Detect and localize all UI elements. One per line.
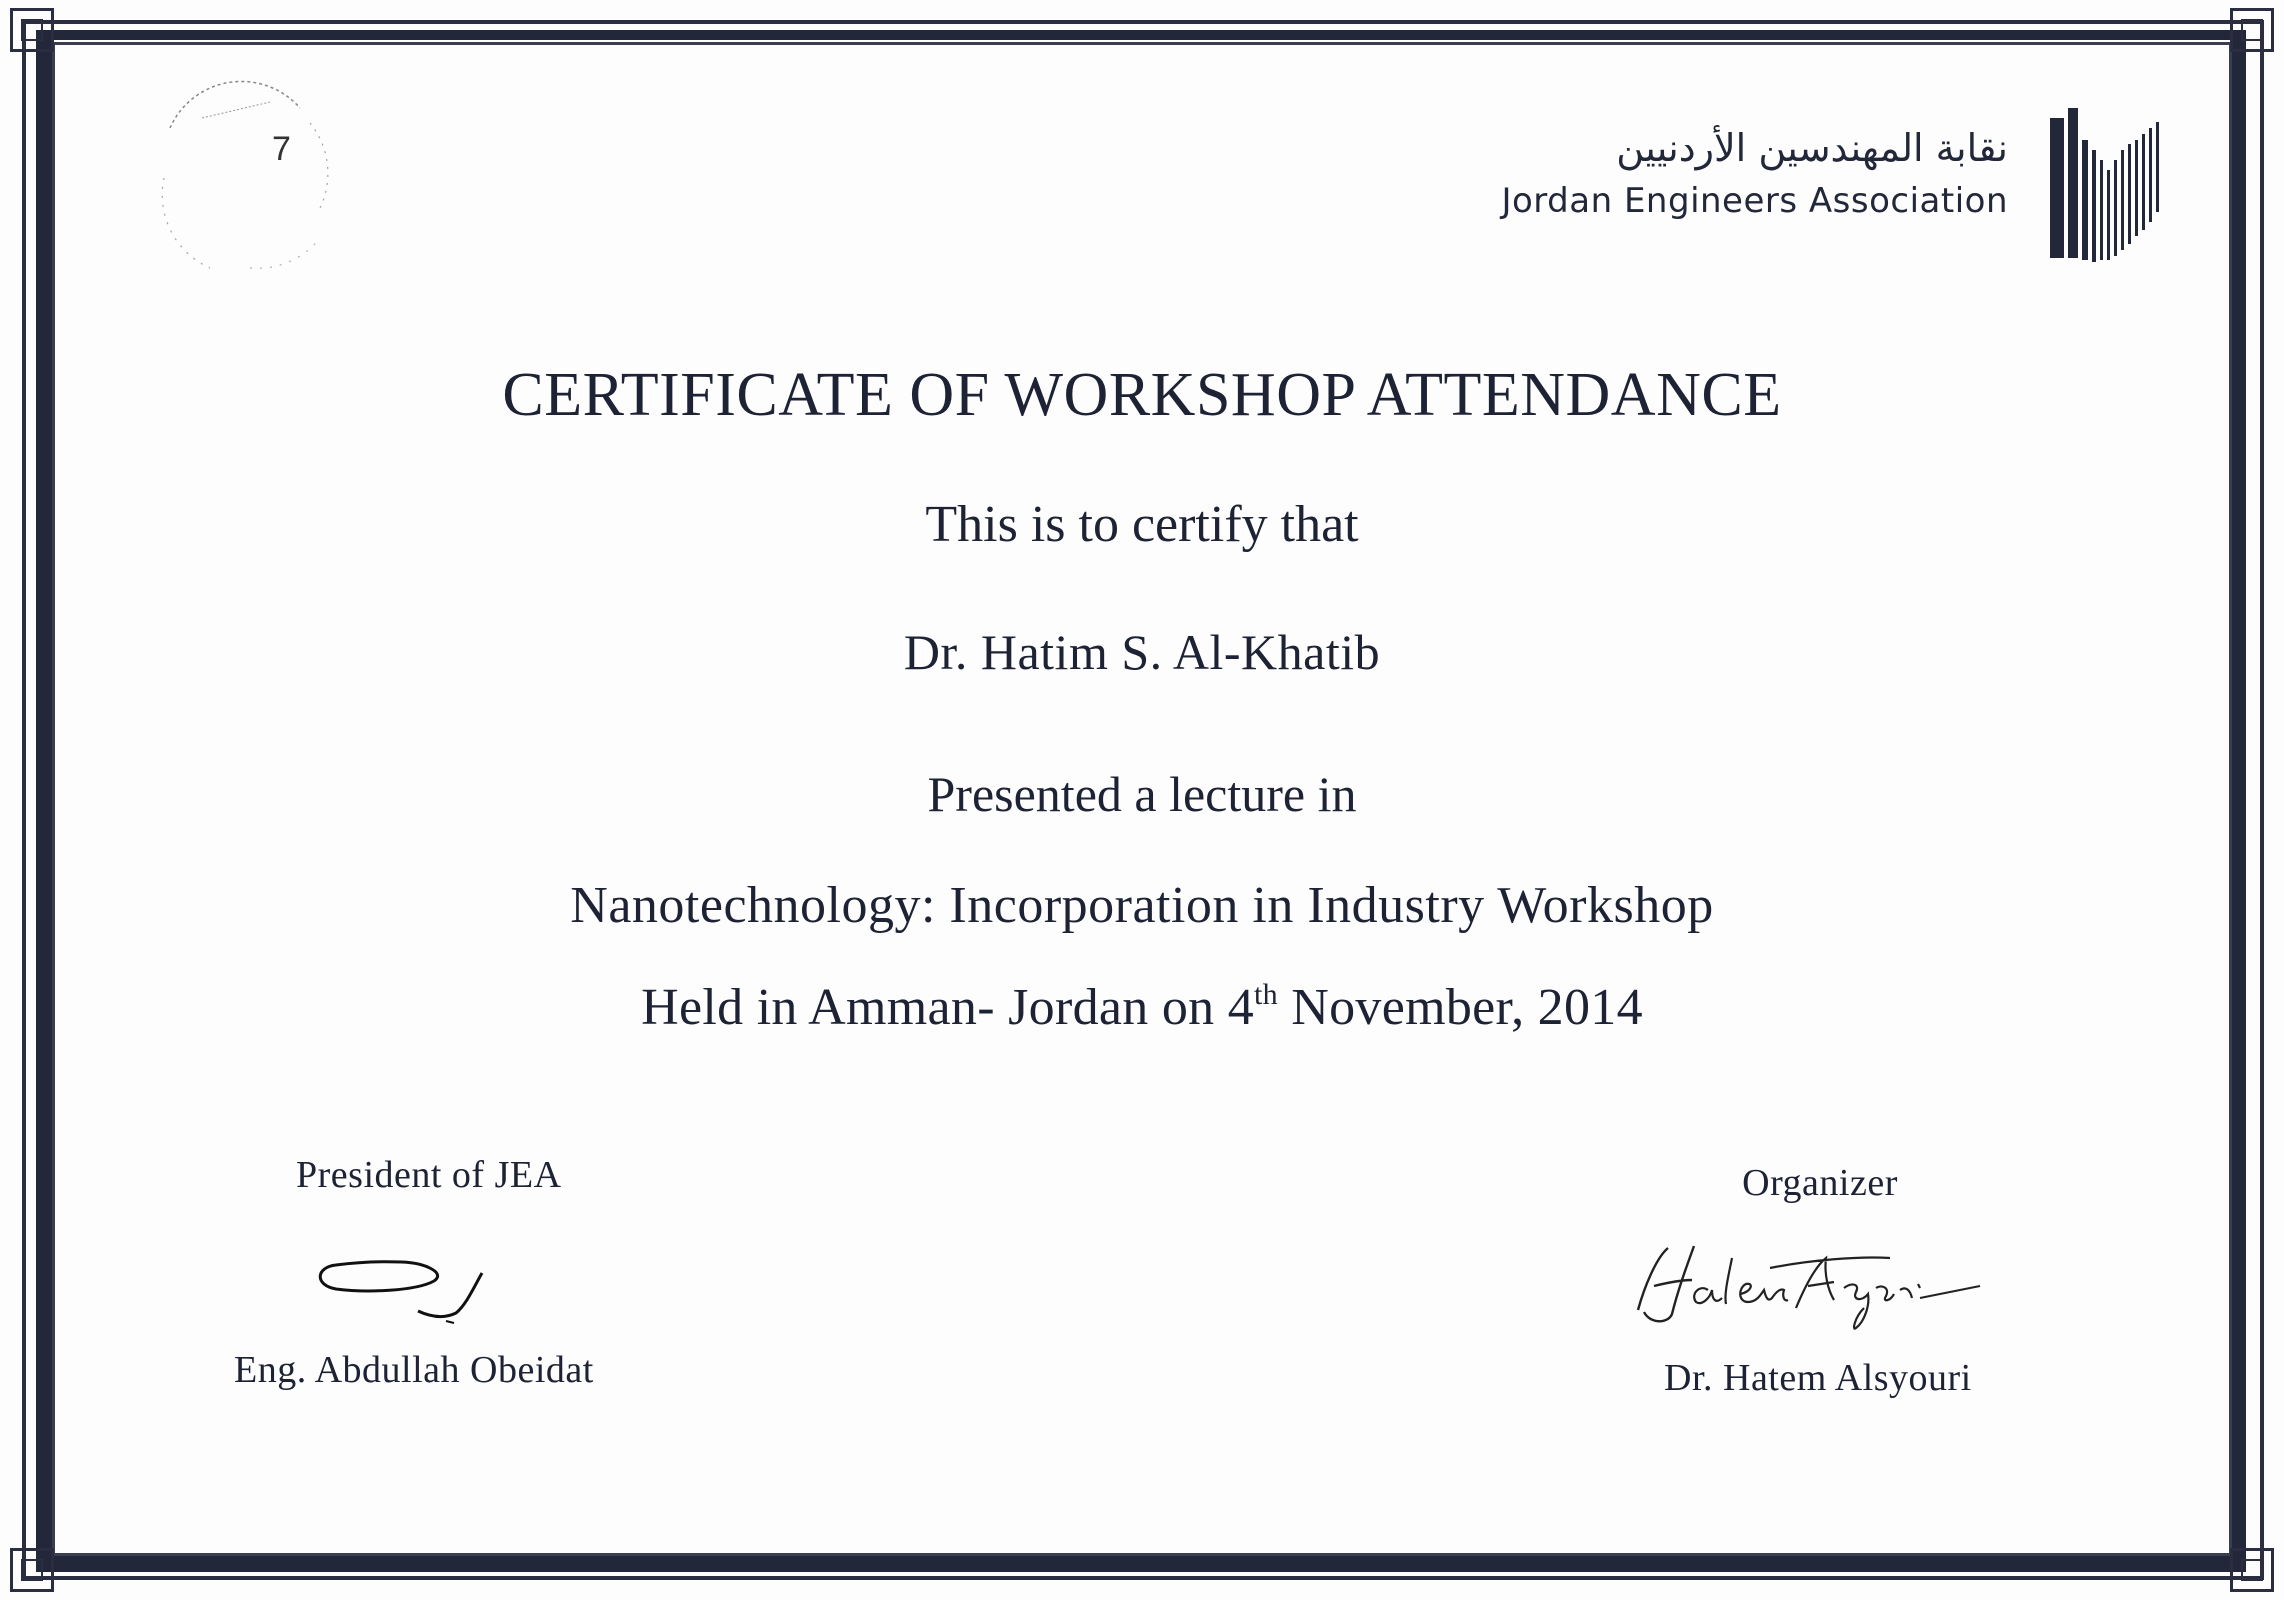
signatory-president	[210, 1150, 640, 1391]
recipient-name: Dr. Hatim S. Al-Khatib	[903, 624, 1381, 680]
signatory-organizer	[1640, 1158, 2000, 1399]
signature-icon	[306, 1235, 496, 1335]
corner-ornament	[2230, 1548, 2274, 1592]
stamp-seal	[150, 68, 330, 278]
action-line: Presented a lecture in	[927, 766, 1357, 822]
certificate-title: CERTIFICATE OF WORKSHOP ATTENDANCE	[502, 361, 1782, 429]
signatory-name: Dr. Hatem Alsyouri	[1664, 1357, 1972, 1399]
corner-ornament	[10, 8, 54, 52]
signatory-role: President of JEA	[296, 1154, 562, 1196]
workshop-name: Nanotechnology: Incorporation in Industry Workshop	[570, 877, 1714, 934]
organization-header	[1501, 120, 2008, 226]
jea-logo-icon	[2040, 100, 2180, 270]
signature-icon	[1620, 1228, 2000, 1338]
signatory-name: Eng. Abdullah Obeidat	[234, 1349, 594, 1391]
org-name-english: Jordan Engineers Association	[1501, 181, 2008, 221]
corner-ornament	[2230, 8, 2274, 52]
held-date-rest: November, 2014	[1277, 979, 1643, 1036]
held-line	[0, 978, 2284, 1037]
org-name-arabic: نقابة المهندسين الأردنيين	[1616, 126, 2008, 170]
stamp-icon	[150, 68, 330, 278]
stamp-number: 7	[272, 130, 291, 168]
certify-line: This is to certify that	[925, 496, 1359, 553]
corner-ornament	[10, 1548, 54, 1592]
held-day-suffix: th	[1254, 978, 1278, 1011]
signatory-role: Organizer	[1742, 1162, 1898, 1204]
held-prefix: Held in Amman- Jordan on 4	[641, 979, 1255, 1036]
